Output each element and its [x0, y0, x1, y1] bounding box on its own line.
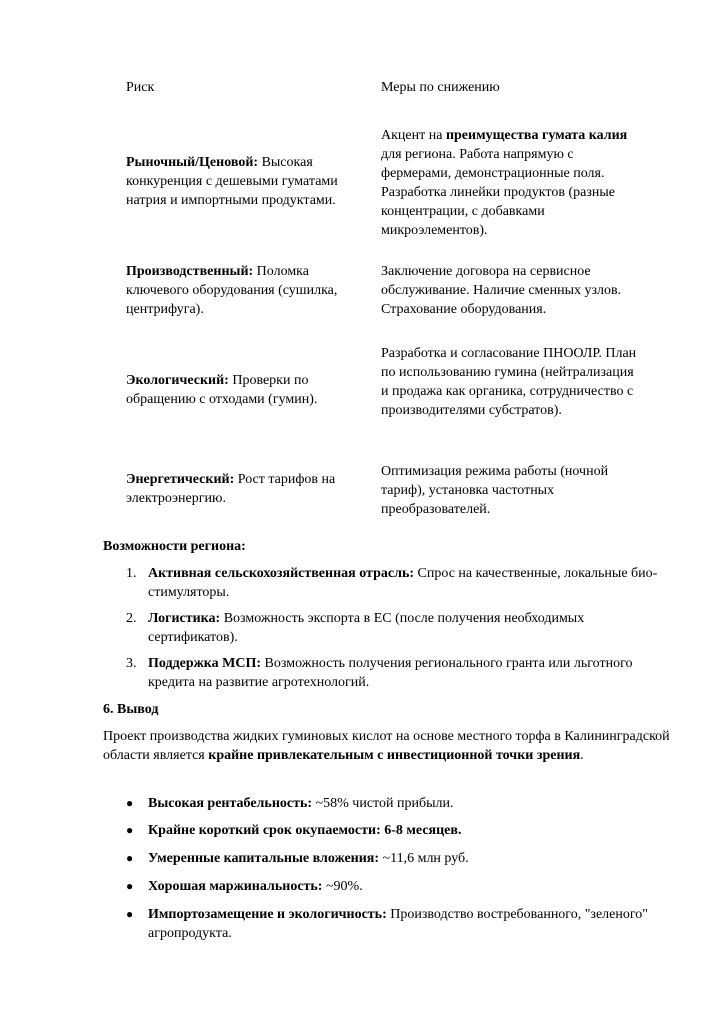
bullet-body: ~58% чистой прибыли.: [312, 796, 454, 811]
bullet-icon: ●: [126, 823, 134, 837]
opportunities-heading-text: Возможности региона:: [103, 539, 246, 554]
measure-cell-market: [381, 126, 643, 240]
list-item-label: Логистика:: [148, 611, 221, 626]
bullet-text: [148, 821, 668, 840]
risk-column-header: Риск: [126, 80, 155, 95]
measures-column-header: Меры по снижению: [381, 80, 500, 95]
list-item-body: Возможность экспорта в ЕС (после получения необходимых сертификатов).: [148, 611, 585, 645]
list-item-text: [148, 564, 658, 602]
bullet-body: ~90%.: [322, 879, 363, 894]
bullet-text: [148, 794, 668, 813]
list-number: 1.: [126, 566, 137, 581]
list-number: 2.: [126, 611, 137, 626]
bullet-icon: ●: [126, 851, 134, 865]
risk-cell-ecological: [126, 371, 356, 409]
list-item-body: Возможность получения регионального гранта или льготного кредита на развитие агротехнологий.: [148, 656, 633, 690]
bullet-label: Импортозамещение и экологичность:: [148, 907, 387, 922]
bullet-text: [148, 877, 668, 896]
list-item-text: [148, 609, 658, 647]
measure-text-bold: преимущества гумата калия: [445, 128, 628, 143]
conclusion-text-post: .: [580, 748, 584, 763]
list-item-label: Активная сельскохозяйственная отрасль:: [148, 566, 415, 581]
measure-text-post: для региона. Работа напрямую с фермерами, демонстрационные поля. Разработка линейки продуктов (разные концентрации, с добавками микроэлементов).: [381, 147, 615, 238]
opportunities-heading: [103, 537, 246, 556]
measure-cell-production: Заключение договора на сервисное обслуживание. Наличие сменных узлов. Страхование оборудования.: [381, 264, 622, 317]
risk-text: Поломка ключевого оборудования (сушилка, центрифуга).: [126, 264, 338, 317]
bullet-label: Умеренные капитальные вложения:: [148, 851, 380, 866]
conclusion-paragraph: [103, 727, 671, 765]
bullet-label: Хорошая маржинальность:: [148, 879, 323, 894]
bullet-label: Высокая рентабельность:: [148, 796, 313, 811]
bullet-text: [148, 849, 668, 868]
risk-label: Рыночный/Ценовой:: [126, 155, 259, 170]
risk-label: Энергетический:: [126, 472, 235, 487]
conclusion-text-bold: крайне привлекательным с инвестиционной точки зрения: [208, 748, 581, 763]
bullet-icon: ●: [126, 879, 134, 893]
bullet-text: [148, 905, 668, 943]
risk-cell-energy: [126, 470, 356, 508]
risk-text: Высокая конкуренция с дешевыми гуматами натрия и импортными продуктами.: [126, 155, 338, 208]
conclusion-heading-text: 6. Вывод: [103, 702, 159, 717]
measure-cell-ecological: Разработка и согласование ПНООЛР. План по использованию гумина (нейтрализация и продажа как органика, сотрудничество с производителями субстратов).: [381, 346, 637, 418]
risk-text: Рост тарифов на электроэнергию.: [126, 472, 336, 506]
conclusion-heading: [103, 700, 158, 719]
risk-text: Проверки по обращению с отходами (гумин).: [126, 373, 318, 407]
bullet-label: Крайне короткий срок окупаемости: 6-8 месяцев: [148, 823, 458, 838]
list-item-label: Поддержка МСП:: [148, 656, 262, 671]
bullet-icon: ●: [126, 907, 134, 921]
list-item-body: Спрос на качественные, локальные био-стимуляторы.: [148, 566, 658, 600]
list-number: 3.: [126, 656, 137, 671]
risk-label: Экологический:: [126, 373, 229, 388]
bullet-body: ~11,6 млн руб.: [379, 851, 469, 866]
risk-label: Производственный:: [126, 264, 254, 279]
list-item-text: [148, 654, 658, 692]
bullet-icon: ●: [126, 796, 134, 810]
risk-cell-production: [126, 262, 356, 319]
conclusion-text-pre: Проект производства жидких гуминовых кислот на основе местного торфа в Калининградской области является: [103, 729, 670, 763]
bullet-body: Производство востребованного, "зеленого" агропродукта.: [148, 907, 648, 941]
bullet-body: .: [457, 823, 462, 838]
measure-text-pre: Акцент на: [381, 128, 446, 143]
risk-cell-market: [126, 153, 356, 210]
measure-cell-energy: Оптимизация режима работы (ночной тариф), установка частотных преобразователей.: [381, 464, 609, 517]
